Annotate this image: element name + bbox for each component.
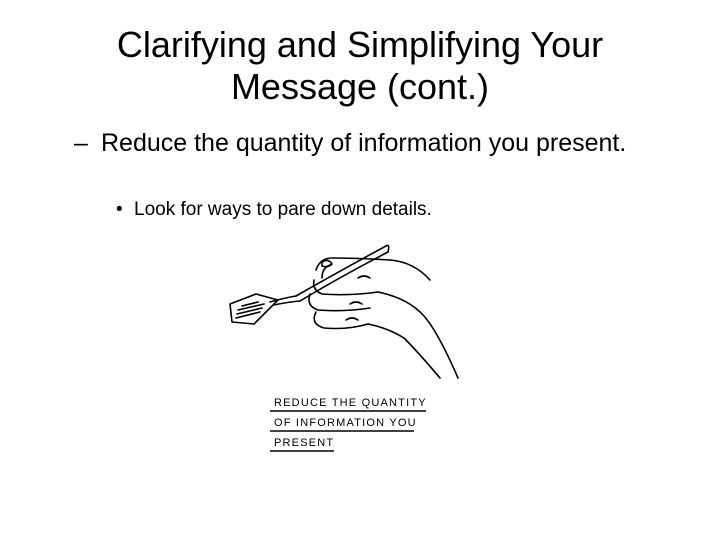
bullet-level-1-text: Reduce the quantity of information you present. (101, 129, 627, 157)
caption-line-3: PRESENT (274, 437, 335, 449)
slide-title-line-1: Clarifying and Simplifying Your (116, 24, 604, 65)
dot-bullet-marker: • (116, 199, 123, 220)
handwritten-caption (270, 397, 427, 451)
dash-bullet-marker: – (74, 129, 88, 157)
slide-title-line-2: Message (cont.) (230, 66, 490, 107)
bullet-level-1 (74, 129, 634, 158)
slide-title (60, 24, 660, 108)
hand-fork-illustration (218, 232, 468, 462)
caption-line-2: OF INFORMATION YOU (274, 417, 417, 429)
bullet-level-2 (116, 198, 636, 222)
caption-line-1: REDUCE THE QUANTITY (274, 397, 427, 409)
hand-with-fork-icon (218, 232, 468, 462)
bullet-level-2-text: Look for ways to pare down details. (134, 199, 432, 220)
